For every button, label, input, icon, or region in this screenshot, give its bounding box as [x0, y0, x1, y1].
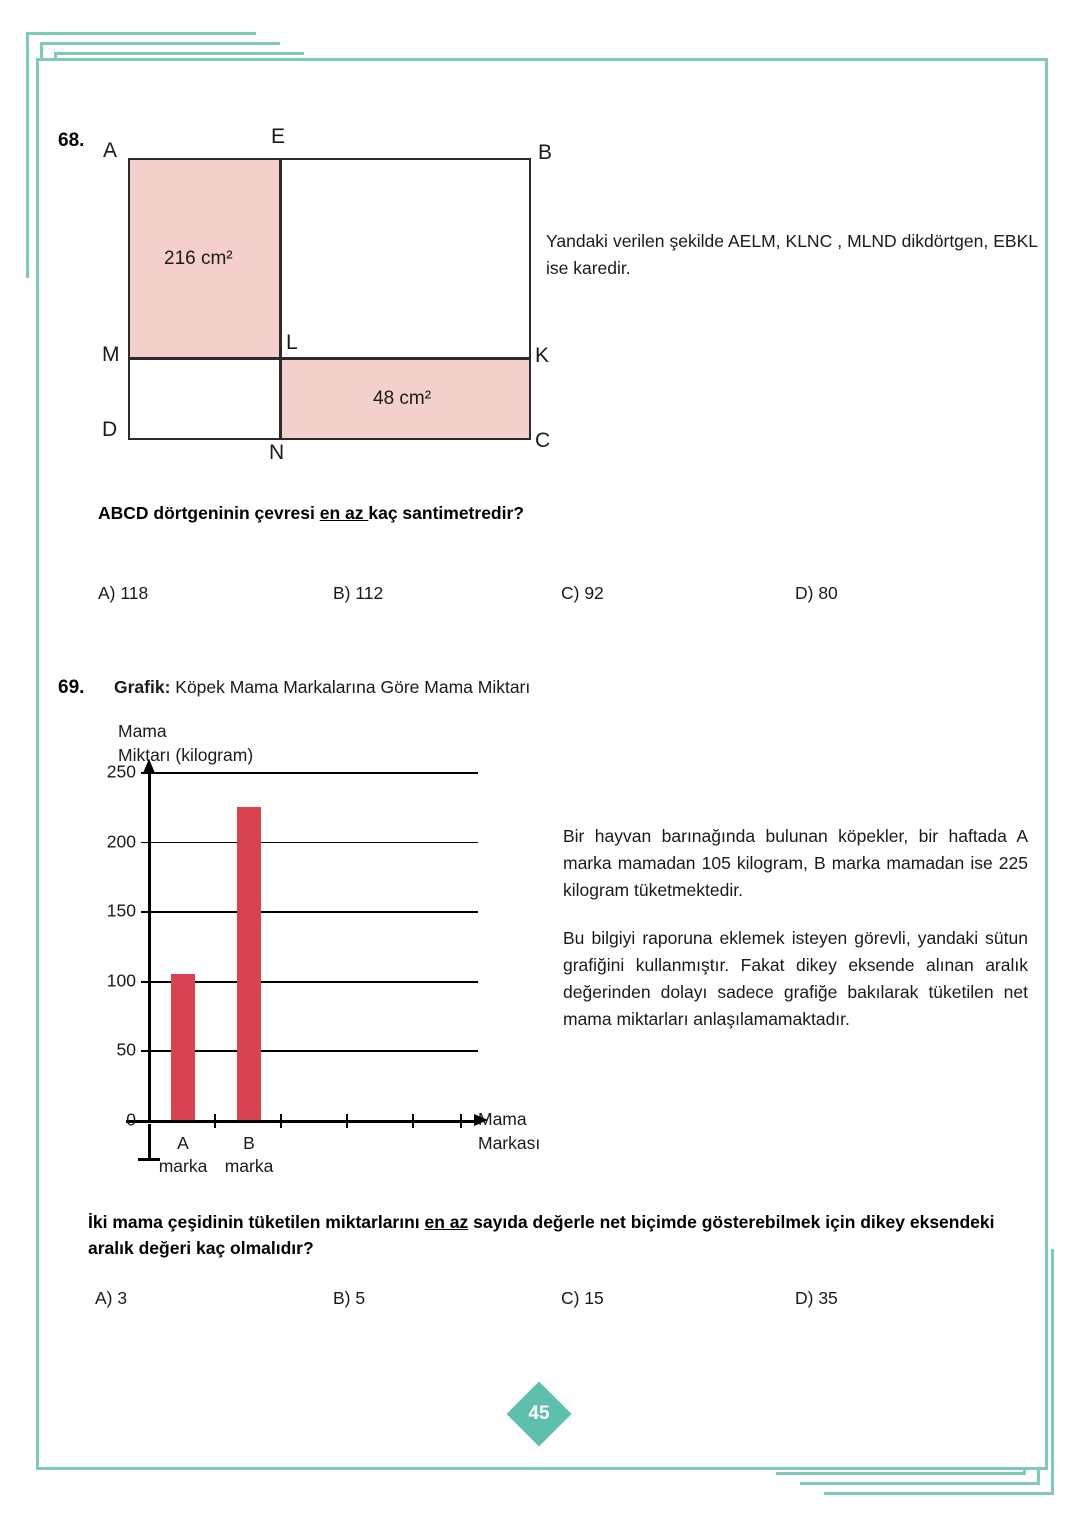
chart-y-axis-arrow-icon [143, 759, 155, 773]
chart-y-axis-title [118, 720, 253, 767]
vertex-label-k: K [535, 344, 550, 367]
chart-ytick-label-50: 50 [116, 1039, 136, 1060]
option-68-c[interactable]: C) 92 [561, 583, 604, 603]
chart-ytick-label-0: 0 [126, 1109, 136, 1130]
chart-xtick-mark-2 [280, 1114, 282, 1128]
chart-y-axis-foot [138, 1158, 160, 1161]
chart-ytick-label-250: 250 [106, 761, 136, 782]
question-68-prompt-pre: ABCD dörtgeninin çevresi [98, 503, 320, 523]
chart-category-label-b-line1: B [243, 1133, 255, 1153]
segment-mk [128, 357, 531, 360]
option-69-c[interactable]: C) 15 [561, 1288, 604, 1308]
question-68-prompt-post: kaç santimetredir? [368, 503, 524, 523]
chart-ytick-label-150: 150 [106, 900, 136, 921]
bar-chart [106, 720, 541, 1180]
question-68-prompt [98, 500, 978, 526]
chart-xtick-mark-3 [346, 1114, 348, 1128]
vertex-label-c: C [535, 429, 551, 452]
chart-x-axis-title-line2: Markası [478, 1132, 541, 1153]
chart-category-label-b-line2: marka [224, 1155, 274, 1176]
geometry-figure-abcd [128, 158, 531, 440]
question-number-69: 69. [58, 677, 85, 698]
question-69-prompt-underlined: en az [424, 1212, 469, 1232]
vertex-label-a: A [103, 139, 118, 162]
question-68-side-text: Yandaki verilen şekilde AELM, KLNC , MLND dikdörtgen, EBKL ise karedir. [546, 231, 1038, 279]
chart-plot-area [106, 761, 478, 1176]
vertex-label-m: M [102, 343, 120, 366]
chart-ytick-mark-150 [141, 911, 150, 913]
chart-category-label-a-line1: A [177, 1133, 189, 1153]
option-68-d[interactable]: D) 80 [795, 583, 838, 603]
vertex-label-l: L [286, 331, 298, 354]
chart-y-axis-line [148, 772, 151, 1120]
chart-ytick-mark-50 [141, 1050, 150, 1052]
option-69-b[interactable]: B) 5 [333, 1288, 366, 1308]
question-number-68: 68. [58, 130, 85, 151]
chart-x-axis-title-line1: Mama [478, 1109, 527, 1129]
chart-ytick-mark-250 [141, 772, 150, 774]
chart-gridline-200 [148, 842, 478, 844]
rectangle-abcd-outline [128, 158, 531, 440]
chart-category-label-a [159, 1132, 208, 1178]
chart-y-axis-title-line2: Miktarı (kilogram) [118, 744, 254, 765]
question-69-prompt-pre: İki mama çeşidinin tüketilen miktarlarını [88, 1212, 425, 1232]
option-69-d[interactable]: D) 35 [795, 1288, 838, 1308]
vertex-label-d: D [102, 418, 118, 441]
question-69-prompt-post: sayıda değerle net biçimde gösterebilmek için dikey eksendeki aralık değeri kaç olmalıdır? [88, 1212, 995, 1259]
chart-gridline-250 [148, 772, 478, 774]
chart-x-axis-line [126, 1120, 476, 1123]
chart-ytick-label-100: 100 [106, 970, 136, 991]
chart-category-label-b [225, 1132, 274, 1178]
chart-title [114, 677, 530, 698]
question-69-prompt [88, 1209, 1033, 1262]
vertex-label-n: N [269, 441, 285, 464]
vertex-label-e: E [271, 125, 286, 148]
chart-title-text: Köpek Mama Markalarına Göre Mama Miktarı [170, 677, 531, 697]
question-69-side-text-2: Bu bilgiyi raporuna eklemek isteyen görevli, yandaki sütun grafiğini kullanmıştır. Fakat dikey eksende alınan aralık değerinden dolayı sadece grafiğe bakılarak tüketilen net mama miktarları anlaşılamamaktadır. [563, 928, 1028, 1030]
chart-gridline-50 [148, 1050, 478, 1052]
area-label-aelm: 216 cm² [164, 248, 233, 269]
chart-bar-b-marka [237, 807, 261, 1120]
segment-en [279, 158, 282, 440]
option-68-b[interactable]: B) 112 [333, 583, 384, 603]
option-69-a[interactable]: A) 3 [95, 1288, 128, 1308]
chart-xtick-mark-1 [214, 1114, 216, 1128]
chart-y-axis-foot-stem [148, 1124, 151, 1160]
chart-ytick-mark-200 [141, 842, 150, 844]
area-label-klnc: 48 cm² [373, 388, 432, 409]
chart-ytick-mark-100 [141, 981, 150, 983]
chart-xtick-mark-5 [460, 1114, 462, 1128]
chart-ytick-label-200: 200 [106, 831, 136, 852]
chart-xtick-mark-4 [412, 1114, 414, 1128]
chart-category-label-a-line2: marka [158, 1155, 208, 1176]
option-68-a[interactable]: A) 118 [98, 583, 149, 603]
question-68-prompt-underlined: en az [319, 503, 369, 523]
chart-gridline-150 [148, 911, 478, 913]
vertex-label-b: B [538, 141, 553, 164]
chart-gridline-100 [148, 981, 478, 983]
page-number-badge [506, 1381, 571, 1446]
question-69-side-text-1: Bir hayvan barınağında bulunan köpekler, bir haftada A marka mamadan 105 kilogram, B marka mamadan ise 225 kilogram tüketmektedir. [563, 826, 1028, 901]
chart-y-axis-title-line1: Mama [118, 721, 167, 741]
chart-bar-a-marka [171, 974, 195, 1120]
chart-x-axis-arrow-icon [474, 1114, 488, 1126]
page-number-text: 45 [528, 1403, 550, 1424]
chart-title-label: Grafik: [114, 677, 171, 697]
